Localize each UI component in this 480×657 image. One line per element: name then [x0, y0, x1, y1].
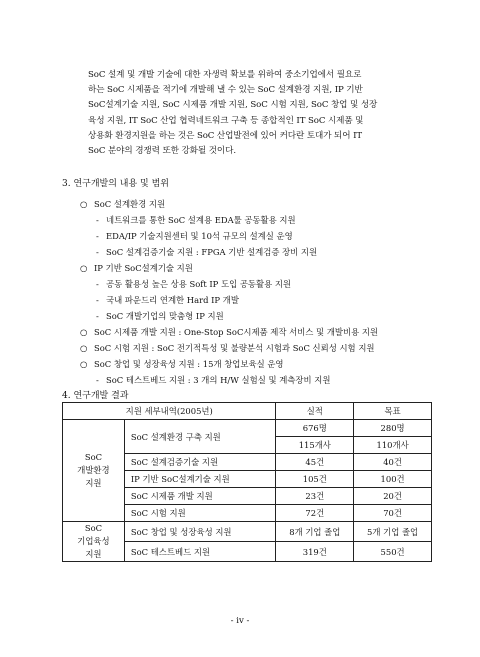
header-cell: 실적 — [276, 403, 354, 420]
outline-text: 네트워크를 통한 SoC 설계용 EDA툴 공동활용 지원 — [106, 215, 296, 225]
header-cell: 지원 세부내역(2005년) — [63, 403, 276, 420]
category-line: SoC — [84, 452, 103, 462]
outline-subitem — [80, 372, 440, 388]
dash-bullet-icon: - — [96, 279, 99, 289]
outline-item — [80, 196, 440, 212]
intro-line: 육성 지원, IT SoC 산업 협력네트워크 구축 등 종합적인 IT SoC 시제품 및 — [88, 115, 364, 126]
category-cell — [63, 420, 125, 522]
intro-line: SoC 분야의 경쟁력 또한 강화될 것이다. — [88, 146, 236, 157]
target-cell: 110개사 — [354, 437, 432, 454]
actual-cell: 676명 — [276, 420, 354, 437]
circle-bullet-icon: ○ — [80, 199, 88, 209]
outline-text: SoC 시제품 개발 지원 : One-Stop SoC시제품 제작 서비스 및 개발비용 지원 — [94, 327, 379, 337]
item-cell: IP 기반 SoC설계기술 지원 — [124, 471, 276, 488]
circle-bullet-icon: ○ — [80, 263, 88, 273]
actual-cell: 72건 — [276, 505, 354, 522]
outline-text: 공동 활용성 높은 상용 Soft IP 도입 공동활용 지원 — [106, 279, 292, 289]
outline-item — [80, 324, 440, 340]
outline-item — [80, 260, 440, 276]
item-cell: SoC 시험 지원 — [124, 505, 276, 522]
dash-bullet-icon: - — [96, 231, 99, 241]
outline-text: SoC 개발기업의 맞춤형 IP 지원 — [106, 311, 224, 321]
section4-heading: 4. 연구개발 결과 — [62, 391, 129, 401]
section3-heading: 3. 연구개발의 내용 및 범위 — [62, 179, 169, 189]
target-cell: 40건 — [354, 454, 432, 471]
actual-cell: 319건 — [276, 542, 354, 562]
outline-text: SoC 설계검증기술 지원 : FPGA 기반 설계검증 장비 지원 — [106, 247, 318, 257]
dash-bullet-icon: - — [96, 215, 99, 225]
outline-text: SoC 창업 및 성장육성 지원 : 15개 창업보육실 운영 — [94, 359, 284, 369]
outline-text: IP 기반 SoC설계기술 지원 — [94, 263, 193, 273]
item-cell: SoC 창업 및 성장육성 지원 — [124, 522, 276, 542]
outline-text: 국내 파운드리 연계한 Hard IP 개발 — [106, 295, 239, 305]
outline-item — [80, 340, 440, 356]
actual-cell: 45건 — [276, 454, 354, 471]
actual-cell: 115개사 — [276, 437, 354, 454]
item-cell: SoC 시제품 개발 지원 — [124, 488, 276, 505]
dash-bullet-icon: - — [96, 311, 99, 321]
circle-bullet-icon: ○ — [80, 359, 88, 369]
outline-item — [80, 356, 440, 372]
target-cell: 20건 — [354, 488, 432, 505]
actual-cell: 23건 — [276, 488, 354, 505]
circle-bullet-icon: ○ — [80, 327, 88, 337]
category-line: SoC — [84, 523, 103, 533]
category-cell — [63, 522, 125, 562]
target-cell: 70건 — [354, 505, 432, 522]
actual-cell: 105건 — [276, 471, 354, 488]
category-line: 개발환경 — [77, 465, 110, 475]
circle-bullet-icon: ○ — [80, 343, 88, 353]
intro-line: SoC 설계 및 개발 기술에 대한 자생력 확보를 위하여 중소기업에서 필요로 — [88, 70, 362, 80]
intro-line: SoC설계기술 지원, SoC 시제품 개발 지원, SoC 시험 지원, SoC 창업 및 성장 — [88, 100, 378, 111]
target-cell: 280명 — [354, 420, 432, 437]
header-cell: 목표 — [354, 403, 432, 420]
item-cell: SoC 설계검증기술 지원 — [124, 454, 276, 471]
outline-text: SoC 시험 지원 : SoC 전기적특성 및 불량분석 시험과 SoC 신뢰성 시험 지원 — [94, 343, 375, 353]
table-row — [63, 522, 432, 542]
intro-line: 상용화 환경지원을 하는 것은 SoC 산업발전에 있어 커다란 토대가 되어 IT — [88, 130, 363, 141]
table-header-row — [63, 403, 432, 420]
target-cell: 100건 — [354, 471, 432, 488]
item-cell: SoC 테스트베드 지원 — [124, 542, 276, 562]
target-cell: 5개 기업 졸업 — [354, 522, 432, 542]
section3-outline — [80, 196, 440, 388]
dash-bullet-icon: - — [96, 295, 99, 305]
category-line: 지원 — [85, 478, 102, 488]
target-cell: 550건 — [354, 542, 432, 562]
table-row — [63, 420, 432, 437]
outline-subitem — [80, 276, 440, 292]
outline-text: SoC 설계환경 지원 — [94, 199, 166, 209]
category-line: 기업육성 — [77, 536, 110, 546]
outline-text: EDA/IP 기술지원센터 및 10석 규모의 설계실 운영 — [106, 231, 293, 241]
outline-subitem — [80, 244, 440, 260]
page-number: - iv - — [230, 616, 250, 626]
category-line: 지원 — [85, 549, 102, 559]
intro-paragraph — [88, 68, 423, 159]
dash-bullet-icon: - — [96, 375, 99, 385]
item-cell: SoC 설계환경 구축 지원 — [124, 420, 276, 454]
intro-line: 하는 SoC 시제품을 적기에 개발해 낼 수 있는 SoC 설계환경 지원, IP 기반 — [88, 85, 363, 96]
actual-cell: 8개 기업 졸업 — [276, 522, 354, 542]
outline-subitem — [80, 212, 440, 228]
results-table — [62, 402, 432, 562]
outline-subitem — [80, 308, 440, 324]
outline-subitem — [80, 228, 440, 244]
outline-subitem — [80, 292, 440, 308]
outline-text: SoC 테스트베드 지원 : 3 개의 H/W 실험실 및 계측장비 지원 — [106, 375, 331, 385]
dash-bullet-icon: - — [96, 247, 99, 257]
